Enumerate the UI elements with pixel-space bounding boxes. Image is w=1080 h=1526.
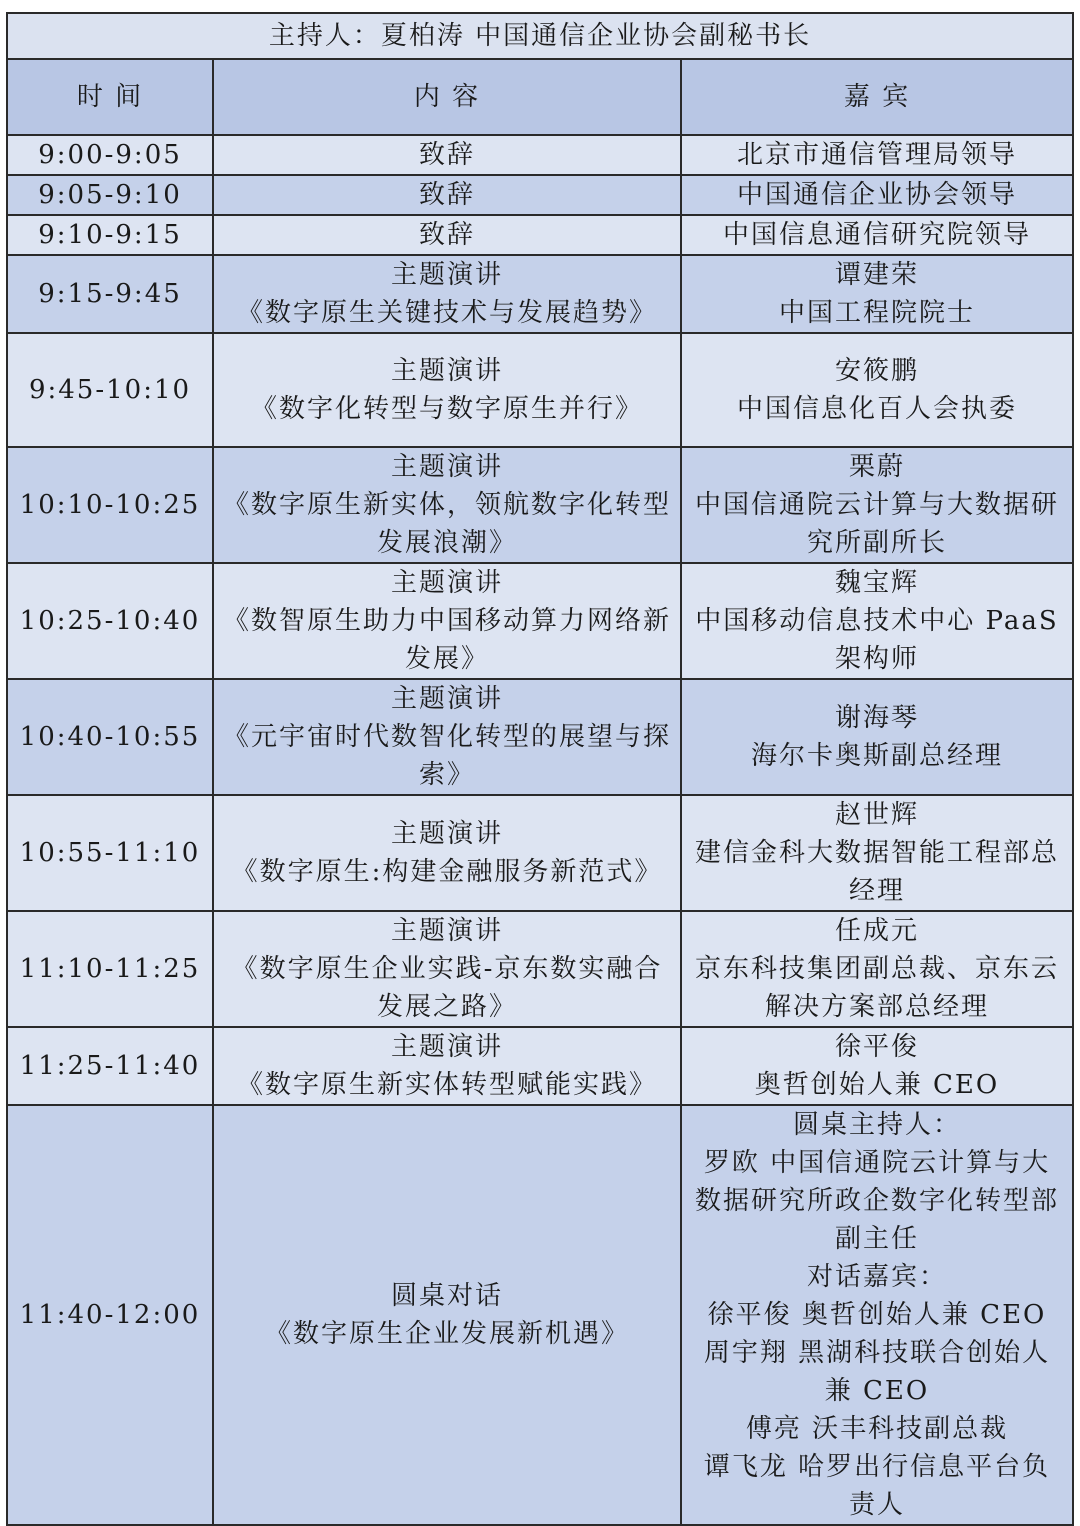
agenda-row xyxy=(7,563,1073,679)
time-cell: 10:10-10:25 xyxy=(7,447,213,563)
guest-line: 中国通信企业协会领导 xyxy=(736,180,1017,210)
content-line: 《数字原生新实体转型赋能实践》 xyxy=(236,1070,657,1100)
guest-line: 中国工程院院士 xyxy=(778,298,975,328)
guest-line: 谭飞龙 哈罗出行信息平台负 xyxy=(703,1452,1051,1482)
guest-line: 赵世辉 xyxy=(834,800,919,830)
guest-line: 副主任 xyxy=(834,1224,919,1254)
guest-line: 栗蔚 xyxy=(848,452,905,482)
agenda-row xyxy=(7,215,1073,255)
agenda-table xyxy=(6,12,1074,1526)
agenda-row xyxy=(7,1027,1073,1105)
guest-line: 魏宝辉 xyxy=(834,568,919,598)
content-cell xyxy=(213,135,681,175)
content-line: 主题演讲 xyxy=(390,684,503,714)
time-cell: 9:10-9:15 xyxy=(7,215,213,255)
guest-cell xyxy=(681,563,1073,679)
header-guest: 嘉 宾 xyxy=(681,59,1073,135)
guest-line: 罗欧 中国信通院云计算与大 xyxy=(703,1148,1051,1178)
agenda-row xyxy=(7,255,1073,333)
time-cell: 9:45-10:10 xyxy=(7,333,213,447)
guest-line: 徐平俊 xyxy=(834,1032,919,1062)
guest-line: 对话嘉宾： xyxy=(806,1262,947,1292)
guest-cell xyxy=(681,215,1073,255)
guest-cell xyxy=(681,447,1073,563)
guest-cell xyxy=(681,1027,1073,1105)
content-cell xyxy=(213,795,681,911)
guest-line: 傅亮 沃丰科技副总裁 xyxy=(745,1414,1009,1444)
guest-line: 中国信息化百人会执委 xyxy=(736,394,1017,424)
guest-cell xyxy=(681,255,1073,333)
time-cell: 10:55-11:10 xyxy=(7,795,213,911)
header-row xyxy=(7,59,1073,135)
content-cell xyxy=(213,1105,681,1525)
guest-line: 任成元 xyxy=(834,916,919,946)
header-content: 内 容 xyxy=(213,59,681,135)
guest-cell xyxy=(681,333,1073,447)
time-cell: 9:05-9:10 xyxy=(7,175,213,215)
guest-line: 责人 xyxy=(848,1490,905,1520)
content-line: 发展浪潮》 xyxy=(376,528,517,558)
guest-line: 经理 xyxy=(848,876,905,906)
time-cell: 11:40-12:00 xyxy=(7,1105,213,1525)
content-line: 圆桌对话 xyxy=(390,1281,503,1311)
content-line: 致辞 xyxy=(418,180,475,210)
content-cell xyxy=(213,255,681,333)
guest-line: 奥哲创始人兼 CEO xyxy=(754,1070,1000,1100)
content-cell xyxy=(213,175,681,215)
guest-line: 谭建荣 xyxy=(834,260,919,290)
agenda-row xyxy=(7,911,1073,1027)
content-line: 《数字化转型与数字原生并行》 xyxy=(250,394,643,424)
host-row xyxy=(7,13,1073,59)
content-line: 《数智原生助力中国移动算力网络新 xyxy=(222,606,671,636)
content-cell xyxy=(213,215,681,255)
content-line: 主题演讲 xyxy=(390,1032,503,1062)
guest-line: 圆桌主持人： xyxy=(792,1110,961,1140)
guest-line: 中国信通院云计算与大数据研 xyxy=(694,490,1059,520)
time-cell: 9:00-9:05 xyxy=(7,135,213,175)
guest-cell xyxy=(681,911,1073,1027)
content-cell xyxy=(213,447,681,563)
agenda-row xyxy=(7,175,1073,215)
content-cell xyxy=(213,1027,681,1105)
content-line: 《数字原生关键技术与发展趋势》 xyxy=(236,298,657,328)
content-line: 《数字原生新实体，领航数字化转型 xyxy=(222,490,671,520)
content-line: 主题演讲 xyxy=(390,568,503,598)
guest-line: 究所副所长 xyxy=(806,528,947,558)
time-cell: 11:10-11:25 xyxy=(7,911,213,1027)
time-cell: 11:25-11:40 xyxy=(7,1027,213,1105)
agenda-row xyxy=(7,795,1073,911)
content-line: 主题演讲 xyxy=(390,819,503,849)
guest-line: 中国移动信息技术中心 PaaS xyxy=(695,606,1059,636)
content-line: 主题演讲 xyxy=(390,916,503,946)
time-cell: 10:40-10:55 xyxy=(7,679,213,795)
guest-cell xyxy=(681,679,1073,795)
agenda-row xyxy=(7,135,1073,175)
content-line: 索》 xyxy=(418,760,475,790)
content-line: 《元宇宙时代数智化转型的展望与探 xyxy=(222,722,671,752)
content-line: 《数字原生企业实践-京东数实融合 xyxy=(231,954,663,984)
guest-line: 架构师 xyxy=(834,644,919,674)
content-line: 主题演讲 xyxy=(390,356,503,386)
content-line: 发展》 xyxy=(404,644,489,674)
guest-cell xyxy=(681,135,1073,175)
guest-line: 京东科技集团副总裁、京东云 xyxy=(694,954,1059,984)
time-cell: 9:15-9:45 xyxy=(7,255,213,333)
content-cell xyxy=(213,333,681,447)
guest-cell xyxy=(681,1105,1073,1525)
guest-line: 安筱鹏 xyxy=(834,356,919,386)
guest-cell xyxy=(681,795,1073,911)
content-line: 《数字原生企业发展新机遇》 xyxy=(264,1319,629,1349)
content-cell xyxy=(213,911,681,1027)
guest-line: 解决方案部总经理 xyxy=(764,992,989,1022)
header-time: 时 间 xyxy=(7,59,213,135)
agenda-row xyxy=(7,679,1073,795)
agenda-row xyxy=(7,447,1073,563)
content-line: 主题演讲 xyxy=(390,452,503,482)
content-cell xyxy=(213,679,681,795)
content-line: 主题演讲 xyxy=(390,260,503,290)
guest-line: 海尔卡奥斯副总经理 xyxy=(750,741,1003,771)
content-line: 《数字原生:构建金融服务新范式》 xyxy=(231,857,663,887)
guest-line: 北京市通信管理局领导 xyxy=(736,140,1017,170)
content-line: 发展之路》 xyxy=(376,992,517,1022)
content-cell xyxy=(213,563,681,679)
guest-line: 谢海琴 xyxy=(834,703,919,733)
guest-line: 徐平俊 奥哲创始人兼 CEO xyxy=(707,1300,1047,1330)
guest-line: 中国信息通信研究院领导 xyxy=(722,220,1031,250)
guest-line: 周宇翔 黑湖科技联合创始人 xyxy=(703,1338,1051,1368)
agenda-row xyxy=(7,333,1073,447)
host-cell: 主持人：夏柏涛 中国通信企业协会副秘书长 xyxy=(7,13,1073,59)
content-line: 致辞 xyxy=(418,140,475,170)
agenda-row xyxy=(7,1105,1073,1525)
guest-cell xyxy=(681,175,1073,215)
content-line: 致辞 xyxy=(418,220,475,250)
guest-line: 数据研究所政企数字化转型部 xyxy=(694,1186,1059,1216)
time-cell: 10:25-10:40 xyxy=(7,563,213,679)
guest-line: 建信金科大数据智能工程部总 xyxy=(694,838,1059,868)
guest-line: 兼 CEO xyxy=(824,1376,930,1406)
